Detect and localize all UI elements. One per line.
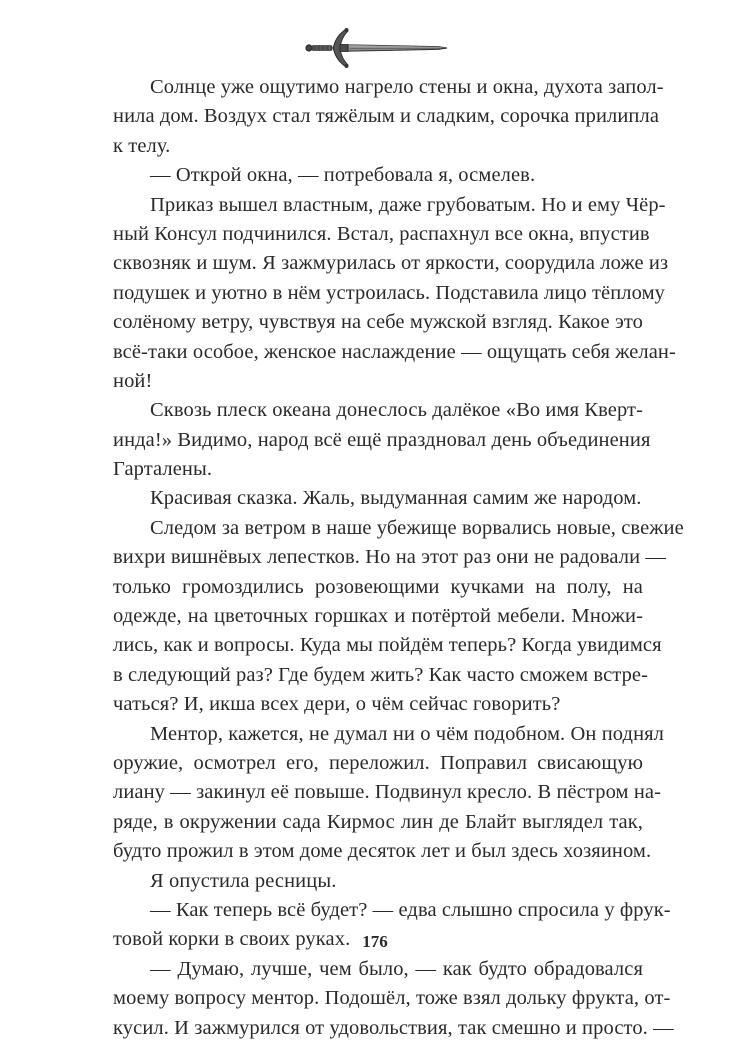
text-line: ной! bbox=[113, 369, 153, 392]
text-line: в следующий раз? Где будем жить? Как часто сможем встре- bbox=[113, 663, 649, 686]
text-line: лиану — закинул её повыше. Подвинул кресло. В пёстром на- bbox=[113, 781, 662, 804]
text-line: ряде, в окружении сада Кирмос лин де Блайт выглядел так, bbox=[113, 810, 643, 833]
sword-icon bbox=[300, 26, 450, 70]
paragraph bbox=[113, 514, 684, 720]
text-line: вихри вишнёвых лепестков. Но на этот раз они не радовали — bbox=[113, 546, 666, 569]
text-line: Приказ вышел властным, даже грубоватым. Но и ему Чёр- bbox=[150, 193, 666, 216]
body-text bbox=[113, 73, 684, 1043]
paragraph bbox=[113, 73, 664, 161]
text-line: ный Консул подчинился. Встал, распахнул все окна, впустив bbox=[113, 222, 650, 245]
text-line: лись, как и вопросы. Куда мы пойдём теперь? Когда увидимся bbox=[113, 634, 662, 657]
page-number: 176 bbox=[362, 932, 388, 951]
text-line: товой корки в своих руках. bbox=[113, 928, 351, 951]
text-line: Гарталены. bbox=[113, 458, 213, 481]
text-line: инда!» Видимо, народ всё ещё праздновал день объединения bbox=[113, 428, 651, 451]
paragraph bbox=[113, 396, 651, 484]
paragraph bbox=[113, 161, 643, 190]
text-line: только громоздились розовеющими кучками на полу, на bbox=[113, 575, 643, 598]
text-line: Сквозь плеск океана донеслось далёкое «Во имя Кверт- bbox=[150, 399, 644, 422]
text-line: нила дом. Воздух стал тяжёлым и сладким, сорочка прилипла bbox=[113, 105, 660, 128]
text-line: Красивая сказка. Жаль, выдуманная самим же народом. bbox=[150, 487, 642, 510]
text-line: Следом за ветром в наше убежище ворвались новые, свежие bbox=[150, 516, 684, 539]
text-line: — Как теперь всё будет? — едва слышно спросила у фрук- bbox=[150, 898, 671, 921]
text-line: чаться? И, икша всех дери, о чём сейчас говорить? bbox=[113, 693, 561, 716]
text-line: одежде, на цветочных горшках и потёртой мебели. Множи- bbox=[113, 605, 643, 628]
text-line: всё-таки особое, женское наслаждение — ощущать себя желан- bbox=[113, 340, 676, 363]
text-line: — Думаю, лучше, чем было, — как будто обрадовался bbox=[150, 957, 643, 980]
text-line: Я опустила ресницы. bbox=[150, 869, 337, 892]
text-line: солёному ветру, чувствуя на себе мужской взгляд. Какое это bbox=[113, 311, 643, 334]
paragraph bbox=[113, 955, 674, 1043]
paragraph bbox=[113, 867, 643, 896]
paragraph bbox=[113, 191, 676, 397]
text-line: кусил. И зажмурился от удовольствия, так смешно и просто. — bbox=[113, 1016, 674, 1039]
text-line: сквозняк и шум. Я зажмурилась от яркости, соорудила ложе из bbox=[113, 252, 669, 275]
text-line: — Открой окна, — потребовала я, осмелев. bbox=[150, 164, 536, 187]
paragraph bbox=[113, 720, 664, 867]
text-line: Ментор, кажется, не думал ни о чём подобном. Он поднял bbox=[150, 722, 664, 745]
text-line: моему вопросу ментор. Подошёл, тоже взял дольку фрукта, от- bbox=[113, 987, 671, 1010]
text-line: оружие, осмотрел его, переложил. Поправил свисающую bbox=[113, 751, 643, 774]
text-line: будто прожил в этом доме десяток лет и был здесь хозяином. bbox=[113, 840, 652, 863]
text-line: подушек и уютно в нём устроилась. Подставила лицо тёплому bbox=[113, 281, 665, 304]
text-line: Солнце уже ощутимо нагрело стены и окна, духота запол- bbox=[150, 76, 664, 98]
paragraph bbox=[113, 484, 643, 513]
text-line: к телу. bbox=[113, 134, 171, 157]
